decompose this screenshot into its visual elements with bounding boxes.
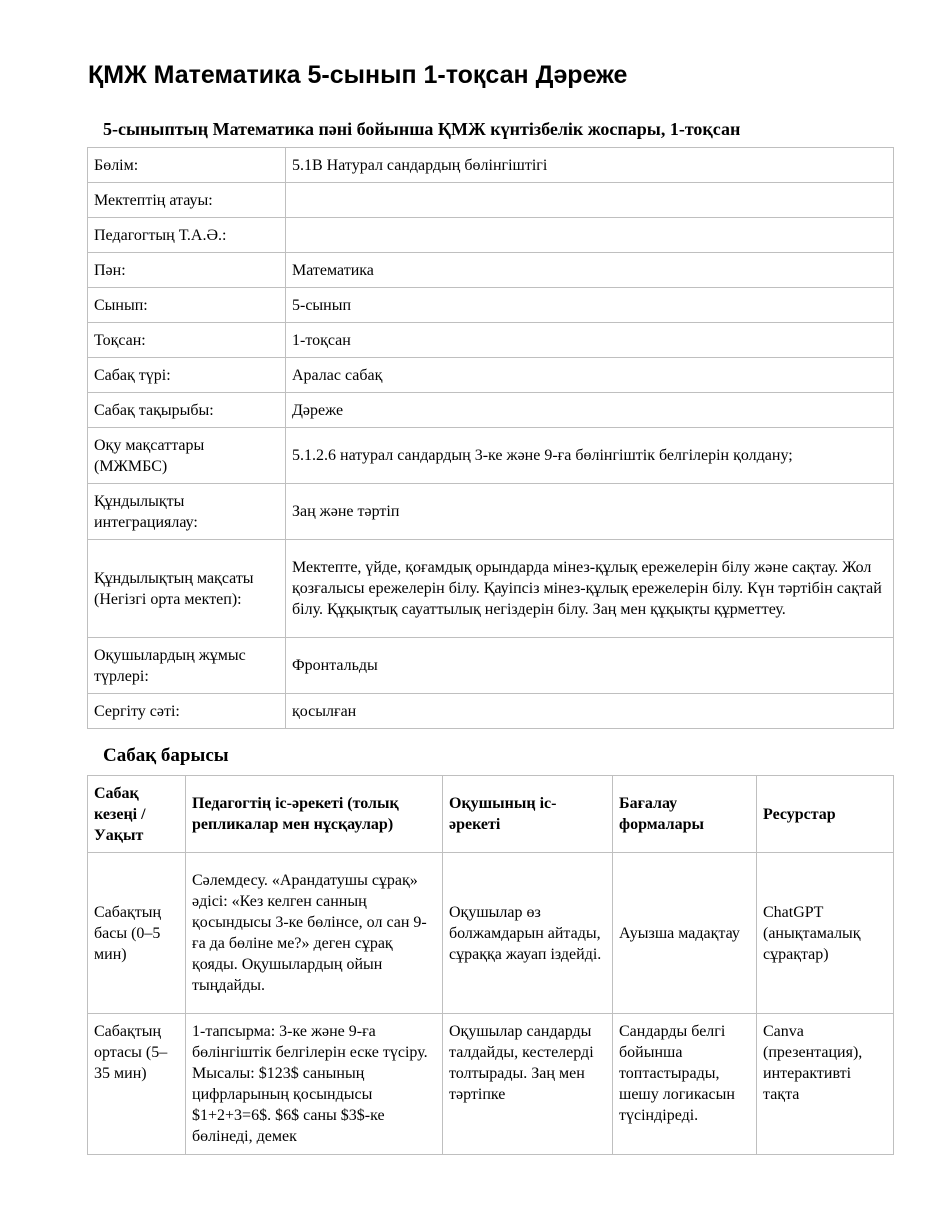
info-value: 5-сынып [286, 288, 894, 323]
info-value: Математика [286, 253, 894, 288]
document-title: ҚМЖ Математика 5-сынып 1-тоқсан Дәреже [88, 61, 628, 89]
info-row-teacher [88, 218, 894, 253]
info-row-lesson-type [88, 358, 894, 393]
info-row-section [88, 148, 894, 183]
info-row-subject [88, 253, 894, 288]
info-label: Оқушылардың жұмыс түрлері: [88, 638, 286, 694]
info-label: Құндылықтың мақсаты (Негізгі орта мектеп): [88, 540, 286, 638]
info-value [286, 183, 894, 218]
info-label: Бөлім: [88, 148, 286, 183]
info-row-grade [88, 288, 894, 323]
info-row-quarter [88, 323, 894, 358]
info-row-school [88, 183, 894, 218]
plan-subtitle: 5-сыныптың Математика пәні бойынша ҚМЖ күнтізбелік жоспары, 1-тоқсан [103, 119, 741, 139]
info-label: Сынып: [88, 288, 286, 323]
info-value: Фронтальды [286, 638, 894, 694]
header-stage-time: Сабақ кезеңі / Уақыт [88, 776, 186, 853]
info-value: Мектепте, үйде, қоғамдық орындарда мінез-құлық ережелерін білу және сақтау. Жол қозғалысы ережелерін білу. Қауіпсіз мінез-құлық ережелерін білу. Күн тәртібін сақтай білу. Құқықтық сауаттылық негіздерін білу. Заң мен құқықты құрметтеу. [286, 540, 894, 638]
lesson-stage: Сабақтың ортасы (5–35 мин) [88, 1014, 186, 1155]
lesson-stage: Сабақтың басы (0–5 мин) [88, 853, 186, 1014]
lesson-header-row [88, 776, 894, 853]
lesson-resources: ChatGPT (анықтамалық сұрақтар) [757, 853, 894, 1014]
lesson-teacher-activity: Сәлемдесу. «Арандатушы сұрақ» әдісі: «Кез келген санның қосындысы 3-ке бөлінсе, ол сан 9-ға да бөліне ме?» деген сұрақ қояды. Оқушылардың ойын тыңдайды. [186, 853, 443, 1014]
info-value: Аралас сабақ [286, 358, 894, 393]
info-row-value-goal [88, 540, 894, 638]
info-row-work-forms [88, 638, 894, 694]
info-label: Құндылықты интеграциялау: [88, 484, 286, 540]
info-row-value-integration [88, 484, 894, 540]
header-student-activity: Оқушының іс-әрекеті [443, 776, 613, 853]
info-label: Педагогтың Т.А.Ә.: [88, 218, 286, 253]
lesson-assessment: Сандарды белгі бойынша топтастырады, шешу логикасын түсіндіреді. [613, 1014, 757, 1155]
info-label: Оқу мақсаттары (МЖМБС) [88, 428, 286, 484]
lesson-resources: Canva (презентация), интерактивті тақта [757, 1014, 894, 1155]
info-row-learning-objectives [88, 428, 894, 484]
lesson-assessment: Ауызша мадақтау [613, 853, 757, 1014]
lesson-row-middle [88, 1014, 894, 1155]
info-label: Тоқсан: [88, 323, 286, 358]
lesson-row-start [88, 853, 894, 1014]
info-label: Сергіту сәті: [88, 694, 286, 729]
info-value: қосылған [286, 694, 894, 729]
info-value: 1-тоқсан [286, 323, 894, 358]
info-value [286, 218, 894, 253]
info-value: Заң және тәртіп [286, 484, 894, 540]
info-label: Сабақ түрі: [88, 358, 286, 393]
header-resources: Ресурстар [757, 776, 894, 853]
info-value: 5.1В Натурал сандардың бөлінгіштігі [286, 148, 894, 183]
header-assessment: Бағалау формалары [613, 776, 757, 853]
info-row-refresh-moment [88, 694, 894, 729]
lesson-progress-table [87, 775, 894, 1155]
info-label: Мектептің атауы: [88, 183, 286, 218]
lesson-progress-title: Сабақ барысы [103, 745, 229, 766]
info-value: 5.1.2.6 натурал сандардың 3-ке және 9-ға бөлінгіштік белгілерін қолдану; [286, 428, 894, 484]
lesson-teacher-activity: 1-тапсырма: 3-ке және 9-ға бөлінгіштік белгілерін еске түсіру. Мысалы: $123$ санының цифрларының қосындысы $1+2+3=6$. $6$ саны $3$-ке бөлінеді, демек [186, 1014, 443, 1155]
header-teacher-activity: Педагогтің іс-әрекеті (толық репликалар мен нұсқаулар) [186, 776, 443, 853]
info-row-lesson-topic [88, 393, 894, 428]
info-label: Пән: [88, 253, 286, 288]
lesson-student-activity: Оқушылар сандарды талдайды, кестелерді толтырады. Заң мен тәртіпке [443, 1014, 613, 1155]
lesson-info-table [87, 147, 894, 729]
info-label: Сабақ тақырыбы: [88, 393, 286, 428]
lesson-student-activity: Оқушылар өз болжамдарын айтады, сұраққа жауап іздейді. [443, 853, 613, 1014]
info-value: Дәреже [286, 393, 894, 428]
